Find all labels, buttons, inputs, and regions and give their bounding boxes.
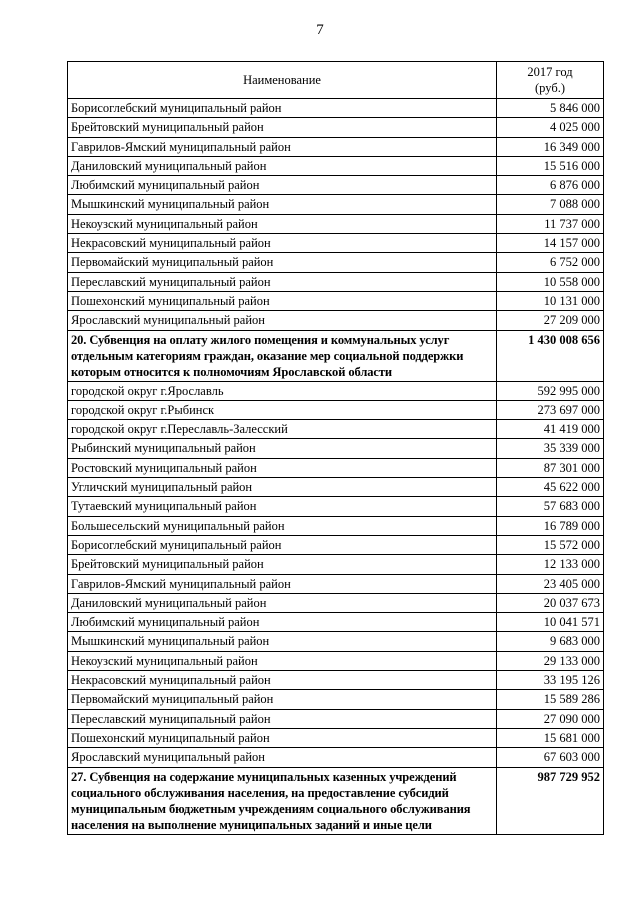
row-amount: 6 752 000 xyxy=(497,253,604,272)
table-row xyxy=(68,535,604,554)
row-name: Тутаевский муниципальный район xyxy=(68,497,497,516)
row-amount: 35 339 000 xyxy=(497,439,604,458)
section-title xyxy=(68,330,497,381)
row-amount: 6 876 000 xyxy=(497,176,604,195)
row-name: Ростовский муниципальный район xyxy=(68,458,497,477)
row-name: Любимский муниципальный район xyxy=(68,176,497,195)
section-title-line: муниципальным бюджетным учреждениям социального обслуживания xyxy=(71,801,471,816)
row-name: Пошехонский муниципальный район xyxy=(68,291,497,310)
table-body xyxy=(68,99,604,835)
table-row xyxy=(68,253,604,272)
row-amount: 987 729 952 xyxy=(497,767,604,834)
table-row xyxy=(68,234,604,253)
table-row xyxy=(68,137,604,156)
row-amount: 45 622 000 xyxy=(497,478,604,497)
row-name: Первомайский муниципальный район xyxy=(68,253,497,272)
row-amount: 4 025 000 xyxy=(497,118,604,137)
table-row xyxy=(68,690,604,709)
table-row xyxy=(68,118,604,137)
row-name: Гаврилов-Ямский муниципальный район xyxy=(68,137,497,156)
row-name: Гаврилов-Ямский муниципальный район xyxy=(68,574,497,593)
row-amount: 20 037 673 xyxy=(497,593,604,612)
row-name: Любимский муниципальный район xyxy=(68,613,497,632)
section-title-line: 27. Субвенция на содержание муниципальных казенных учреждений xyxy=(71,769,457,784)
row-name: Переславский муниципальный район xyxy=(68,272,497,291)
section-title-line: населения на выполнение муниципальных заданий и иные цели xyxy=(71,817,432,832)
row-name: Борисоглебский муниципальный район xyxy=(68,99,497,118)
table-row xyxy=(68,272,604,291)
table-row xyxy=(68,311,604,330)
section-title-line: 20. Субвенция на оплату жилого помещения и коммунальных услуг xyxy=(71,332,450,347)
table-row xyxy=(68,439,604,458)
table-row xyxy=(68,651,604,670)
table-row xyxy=(68,593,604,612)
row-amount: 57 683 000 xyxy=(497,497,604,516)
row-name: Ярославский муниципальный район xyxy=(68,311,497,330)
row-amount: 273 697 000 xyxy=(497,400,604,419)
row-amount: 10 041 571 xyxy=(497,613,604,632)
row-amount: 10 131 000 xyxy=(497,291,604,310)
row-name: Большесельский муниципальный район xyxy=(68,516,497,535)
section-title-line: социального обслуживания населения, на предоставление субсидий xyxy=(71,785,449,800)
table-row xyxy=(68,420,604,439)
row-name: Даниловский муниципальный район xyxy=(68,593,497,612)
table-row xyxy=(68,728,604,747)
row-amount: 11 737 000 xyxy=(497,214,604,233)
row-amount: 41 419 000 xyxy=(497,420,604,439)
row-amount: 33 195 126 xyxy=(497,671,604,690)
row-name: городской округ г.Рыбинск xyxy=(68,400,497,419)
row-name: Некрасовский муниципальный район xyxy=(68,234,497,253)
row-amount: 15 681 000 xyxy=(497,728,604,747)
row-amount: 67 603 000 xyxy=(497,748,604,767)
header-unit: (руб.) xyxy=(535,81,565,95)
row-name: Брейтовский муниципальный район xyxy=(68,118,497,137)
row-name: Переславский муниципальный район xyxy=(68,709,497,728)
row-name: Мышкинский муниципальный район xyxy=(68,195,497,214)
row-name: Пошехонский муниципальный район xyxy=(68,728,497,747)
row-amount: 15 589 286 xyxy=(497,690,604,709)
table-row xyxy=(68,156,604,175)
table-row xyxy=(68,748,604,767)
row-name: Брейтовский муниципальный район xyxy=(68,555,497,574)
section-row xyxy=(68,767,604,834)
table-row xyxy=(68,381,604,400)
row-amount: 1 430 008 656 xyxy=(497,330,604,381)
table-row xyxy=(68,400,604,419)
row-amount: 16 789 000 xyxy=(497,516,604,535)
column-header-name: Наименование xyxy=(68,62,497,99)
table-header-row xyxy=(68,62,604,99)
row-amount: 15 572 000 xyxy=(497,535,604,554)
row-name: Ярославский муниципальный район xyxy=(68,748,497,767)
table-row xyxy=(68,574,604,593)
section-row xyxy=(68,330,604,381)
table-row xyxy=(68,632,604,651)
table-row xyxy=(68,99,604,118)
row-name: Даниловский муниципальный район xyxy=(68,156,497,175)
row-name: Некоузский муниципальный район xyxy=(68,214,497,233)
section-title-line: отдельным категориям граждан, оказание мер социальной поддержки xyxy=(71,348,464,363)
table-row xyxy=(68,478,604,497)
section-title xyxy=(68,767,497,834)
row-amount: 15 516 000 xyxy=(497,156,604,175)
row-amount: 592 995 000 xyxy=(497,381,604,400)
section-title-line: которым относится к полномочиям Ярославской области xyxy=(71,364,392,379)
row-amount: 87 301 000 xyxy=(497,458,604,477)
table-row xyxy=(68,613,604,632)
row-amount: 10 558 000 xyxy=(497,272,604,291)
row-amount: 9 683 000 xyxy=(497,632,604,651)
row-name: Борисоглебский муниципальный район xyxy=(68,535,497,554)
row-name: Некрасовский муниципальный район xyxy=(68,671,497,690)
row-name: Угличский муниципальный район xyxy=(68,478,497,497)
row-name: Первомайский муниципальный район xyxy=(68,690,497,709)
column-header-year xyxy=(497,62,604,99)
table-row xyxy=(68,555,604,574)
table-row xyxy=(68,195,604,214)
table-row xyxy=(68,516,604,535)
table-row xyxy=(68,671,604,690)
row-name: городской округ г.Переславль-Залесский xyxy=(68,420,497,439)
budget-table xyxy=(67,61,604,835)
row-name: Некоузский муниципальный район xyxy=(68,651,497,670)
row-amount: 7 088 000 xyxy=(497,195,604,214)
row-amount: 12 133 000 xyxy=(497,555,604,574)
header-year: 2017 год xyxy=(527,65,573,79)
row-amount: 27 090 000 xyxy=(497,709,604,728)
row-name: Рыбинский муниципальный район xyxy=(68,439,497,458)
table-row xyxy=(68,709,604,728)
table-row xyxy=(68,291,604,310)
page-number: 7 xyxy=(316,22,324,38)
row-amount: 23 405 000 xyxy=(497,574,604,593)
table-row xyxy=(68,497,604,516)
table-row xyxy=(68,458,604,477)
row-name: Мышкинский муниципальный район xyxy=(68,632,497,651)
row-amount: 27 209 000 xyxy=(497,311,604,330)
table-row xyxy=(68,176,604,195)
table-row xyxy=(68,214,604,233)
row-amount: 16 349 000 xyxy=(497,137,604,156)
row-amount: 29 133 000 xyxy=(497,651,604,670)
row-amount: 14 157 000 xyxy=(497,234,604,253)
row-amount: 5 846 000 xyxy=(497,99,604,118)
row-name: городской округ г.Ярославль xyxy=(68,381,497,400)
